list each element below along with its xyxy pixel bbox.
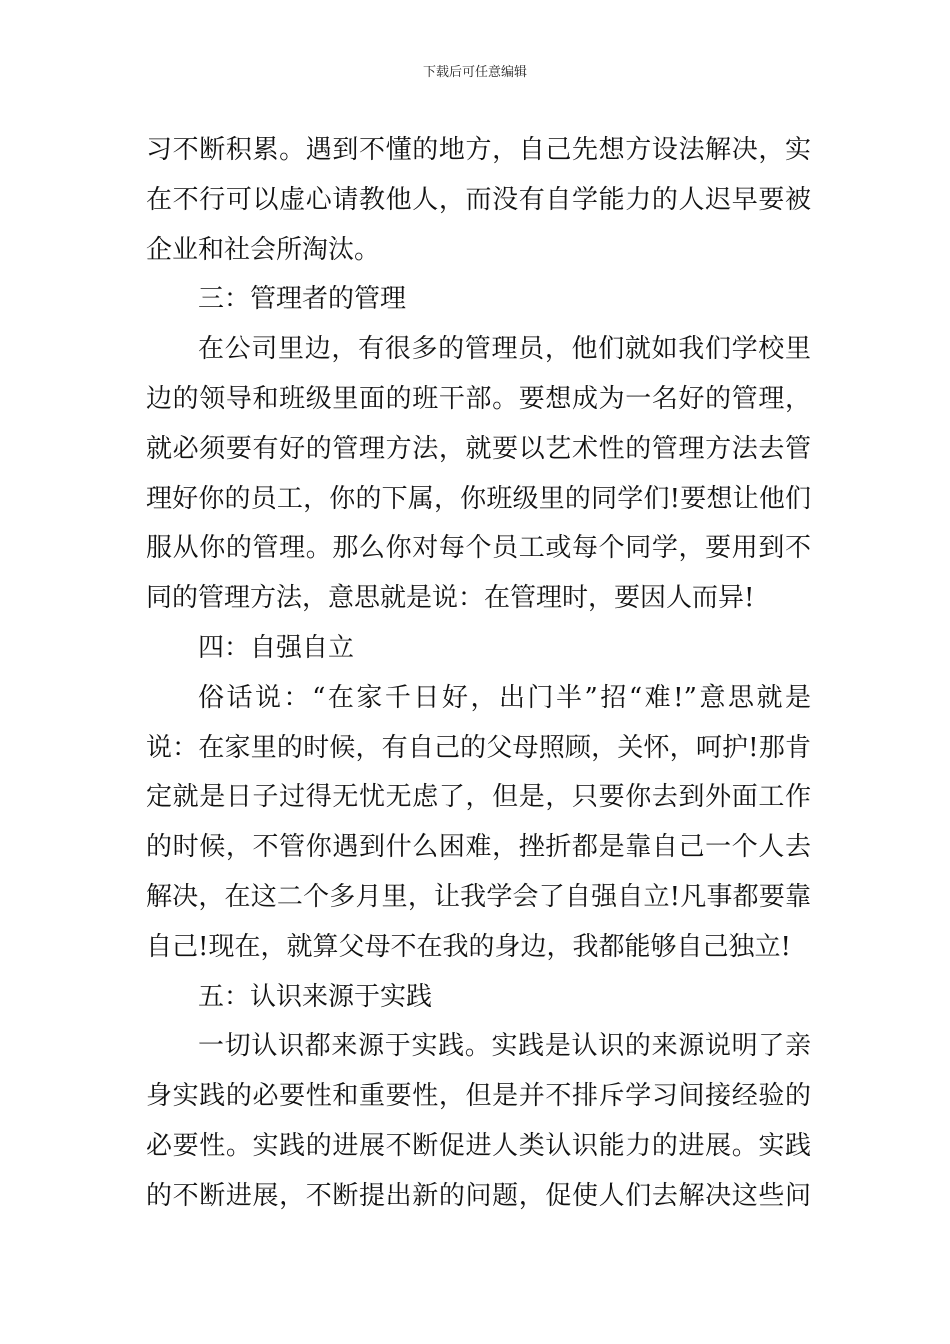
text-line: 的时候，不管你遇到什么困难，挫折都是靠自己一个人去 xyxy=(146,832,811,863)
text-line: 服从你的管理。那么你对每个员工或每个同学，要用到不 xyxy=(146,533,811,564)
text-line: 身实践的必要性和重要性，但是并不排斥学习间接经验的 xyxy=(146,1081,811,1112)
text-line: 一切认识都来源于实践。实践是认识的来源说明了亲 xyxy=(198,1031,811,1062)
text-line: 在不行可以虚心请教他人，而没有自学能力的人迟早要被 xyxy=(146,184,811,215)
text-line: 俗话说：“在家千日好，出门半”招“难!”意思就是 xyxy=(198,682,811,713)
text-line: 同的管理方法，意思就是说：在管理时，要因人而异! xyxy=(146,583,755,614)
text-line: 在公司里边，有很多的管理员，他们就如我们学校里 xyxy=(198,334,811,365)
text-line: 理好你的员工，你的下属，你班级里的同学们!要想让他们 xyxy=(146,483,811,514)
page-header: 下载后可任意编辑 xyxy=(422,65,527,80)
text-line: 自己!现在，就算父母不在我的身边，我都能够自己独立! xyxy=(146,931,791,962)
section-heading: 四：自强自立 xyxy=(198,632,355,663)
section-heading: 三：管理者的管理 xyxy=(198,284,407,315)
text-line: 企业和社会所淘汰。 xyxy=(146,234,381,265)
text-line: 习不断积累。遇到不懂的地方，自己先想方设法解决，实 xyxy=(146,135,811,165)
text-line: 说：在家里的时候，有自己的父母照顾，关怀，呵护!那肯 xyxy=(146,732,811,763)
text-line: 定就是日子过得无忧无虑了，但是，只要你去到外面工作 xyxy=(146,782,811,813)
text-line: 的不断进展，不断提出新的问题，促使人们去解决这些问 xyxy=(146,1180,811,1211)
text-line: 边的领导和班级里面的班干部。要想成为一名好的管理， xyxy=(146,383,811,414)
text-line: 就必须要有好的管理方法，就要以艺术性的管理方法去管 xyxy=(146,433,811,464)
text-line: 解决，在这二个多月里，让我学会了自强自立!凡事都要靠 xyxy=(146,881,811,912)
document-body xyxy=(146,126,811,1222)
section-heading: 五：认识来源于实践 xyxy=(198,981,433,1012)
text-line: 必要性。实践的进展不断促进人类认识能力的进展。实践 xyxy=(146,1130,811,1161)
